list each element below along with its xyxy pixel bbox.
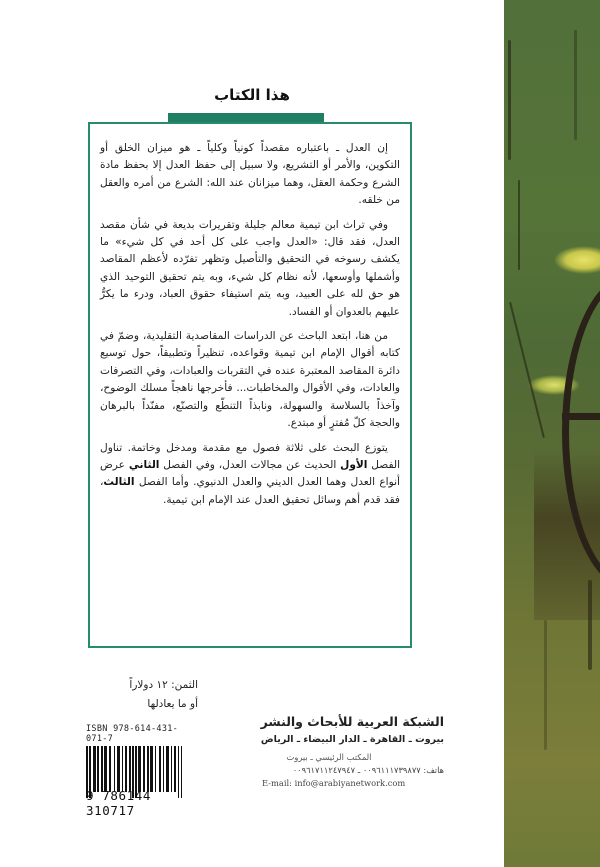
text-segment: ، فقد قدم أهم وسائل تحقيق العدل عند الإمام ابن تيمية. [100,476,400,506]
chapter-two-label: الثاني [128,458,160,471]
blurb-paragraph: إن العدل ـ باعتباره مقصداً كونياً وكلياً ـ هو ميزان الخلق أو التكوين، والأمر أو التشريع، ولا سبيل إلى حفظ العدل إلا بحفظ مادة الشرع وحكمة العقل، وهما ميزانان عند الله: الشرع من أمره والعقل من خلقه. [100,142,400,207]
page-title: هذا الكتاب [214,86,290,104]
isbn-label: ISBN 978-614-431-071-7 [86,724,179,744]
price-equivalent: أو ما يعادلها [147,698,198,710]
blurb-paragraph-chapters [100,440,400,510]
chapter-one-label: الأول [340,458,368,471]
publisher-email: E-mail: info@arabiyanetwork.com [262,778,406,788]
cover-artwork [504,0,600,867]
publisher-office: المكتب الرئيسي ـ بيروت [286,752,372,762]
publisher-name: الشبكة العربية للأبحاث والنشر [260,714,444,729]
price-line: الثمن: ١٢ دولاراً [129,679,198,691]
title-underline-bar [168,113,324,122]
barcode-bars [86,746,196,794]
publisher-cities: بيروت ـ القاهرة ـ الدار البيضاء ـ الرياض [260,734,444,745]
publisher-block [240,714,444,788]
text-segment: الحديث عن مجالات العدل، وفي الفصل [159,458,341,471]
publisher-phone: هاتف: ٠٠٩٦١١١٧٣٩٨٧٧ ـ ٠٠٩٦١٧١١٢٤٧٩٤٧ [292,765,444,775]
text-segment: عرض أنواع العدل وهما العدل الديني والعدل الدنيوي. وأما الفصل [100,458,400,489]
blurb-text [100,140,400,516]
blurb-paragraph: وفي تراث ابن تيمية معالم جليلة وتقريرات بديعة في شأن مقصد العدل، فقد قال: «العدل واجب على كل أحد في كل شيء» ما يكشف رسوخه في التحقيق والتأصيل وتظهر تفرّده لأعظم المقاصد وأشملها وأوسعها، لأنه نظام كل شيء، وبه يتم تحقيق التوحيد الذي هو حق لله على العبيد، وبه يتم استيفاء حقوق العباد، ودرء ما يكرُّ عليهم بالعدوان أو الفساد. [100,218,400,318]
text-segment: يتوزع البحث على ثلاثة فصول مع مقدمة ومدخل وخاتمة. تناول الفصل [100,441,401,471]
chapter-three-label: الثالث [103,476,135,489]
barcode-digits: 9 786144 310717 [86,788,152,818]
price-block [88,676,198,714]
blurb-paragraph: من هنا، ابتعد الباحث عن الدراسات المقاصدية التقليدية، وضمّ في كتابه أقوال الإمام ابن تيمية وقواعده، تنظيراً وتطبيقاً، حول توسيع دائرة المقاصد المعتبرة عنده في التقربات والعبادات، وفي التصرفات والعادات، وفي الأقوال والمخاطبات... فأخرجها ناهجاً مسلك الوضوح، وآخذاً بالسلاسة والسهولة، ونابذاً التنطّع والتصنّع، مفنّداً بالبرهان والحجة كلّ مُفترٍ أو مبتدع. [100,330,400,430]
barcode [86,724,196,818]
